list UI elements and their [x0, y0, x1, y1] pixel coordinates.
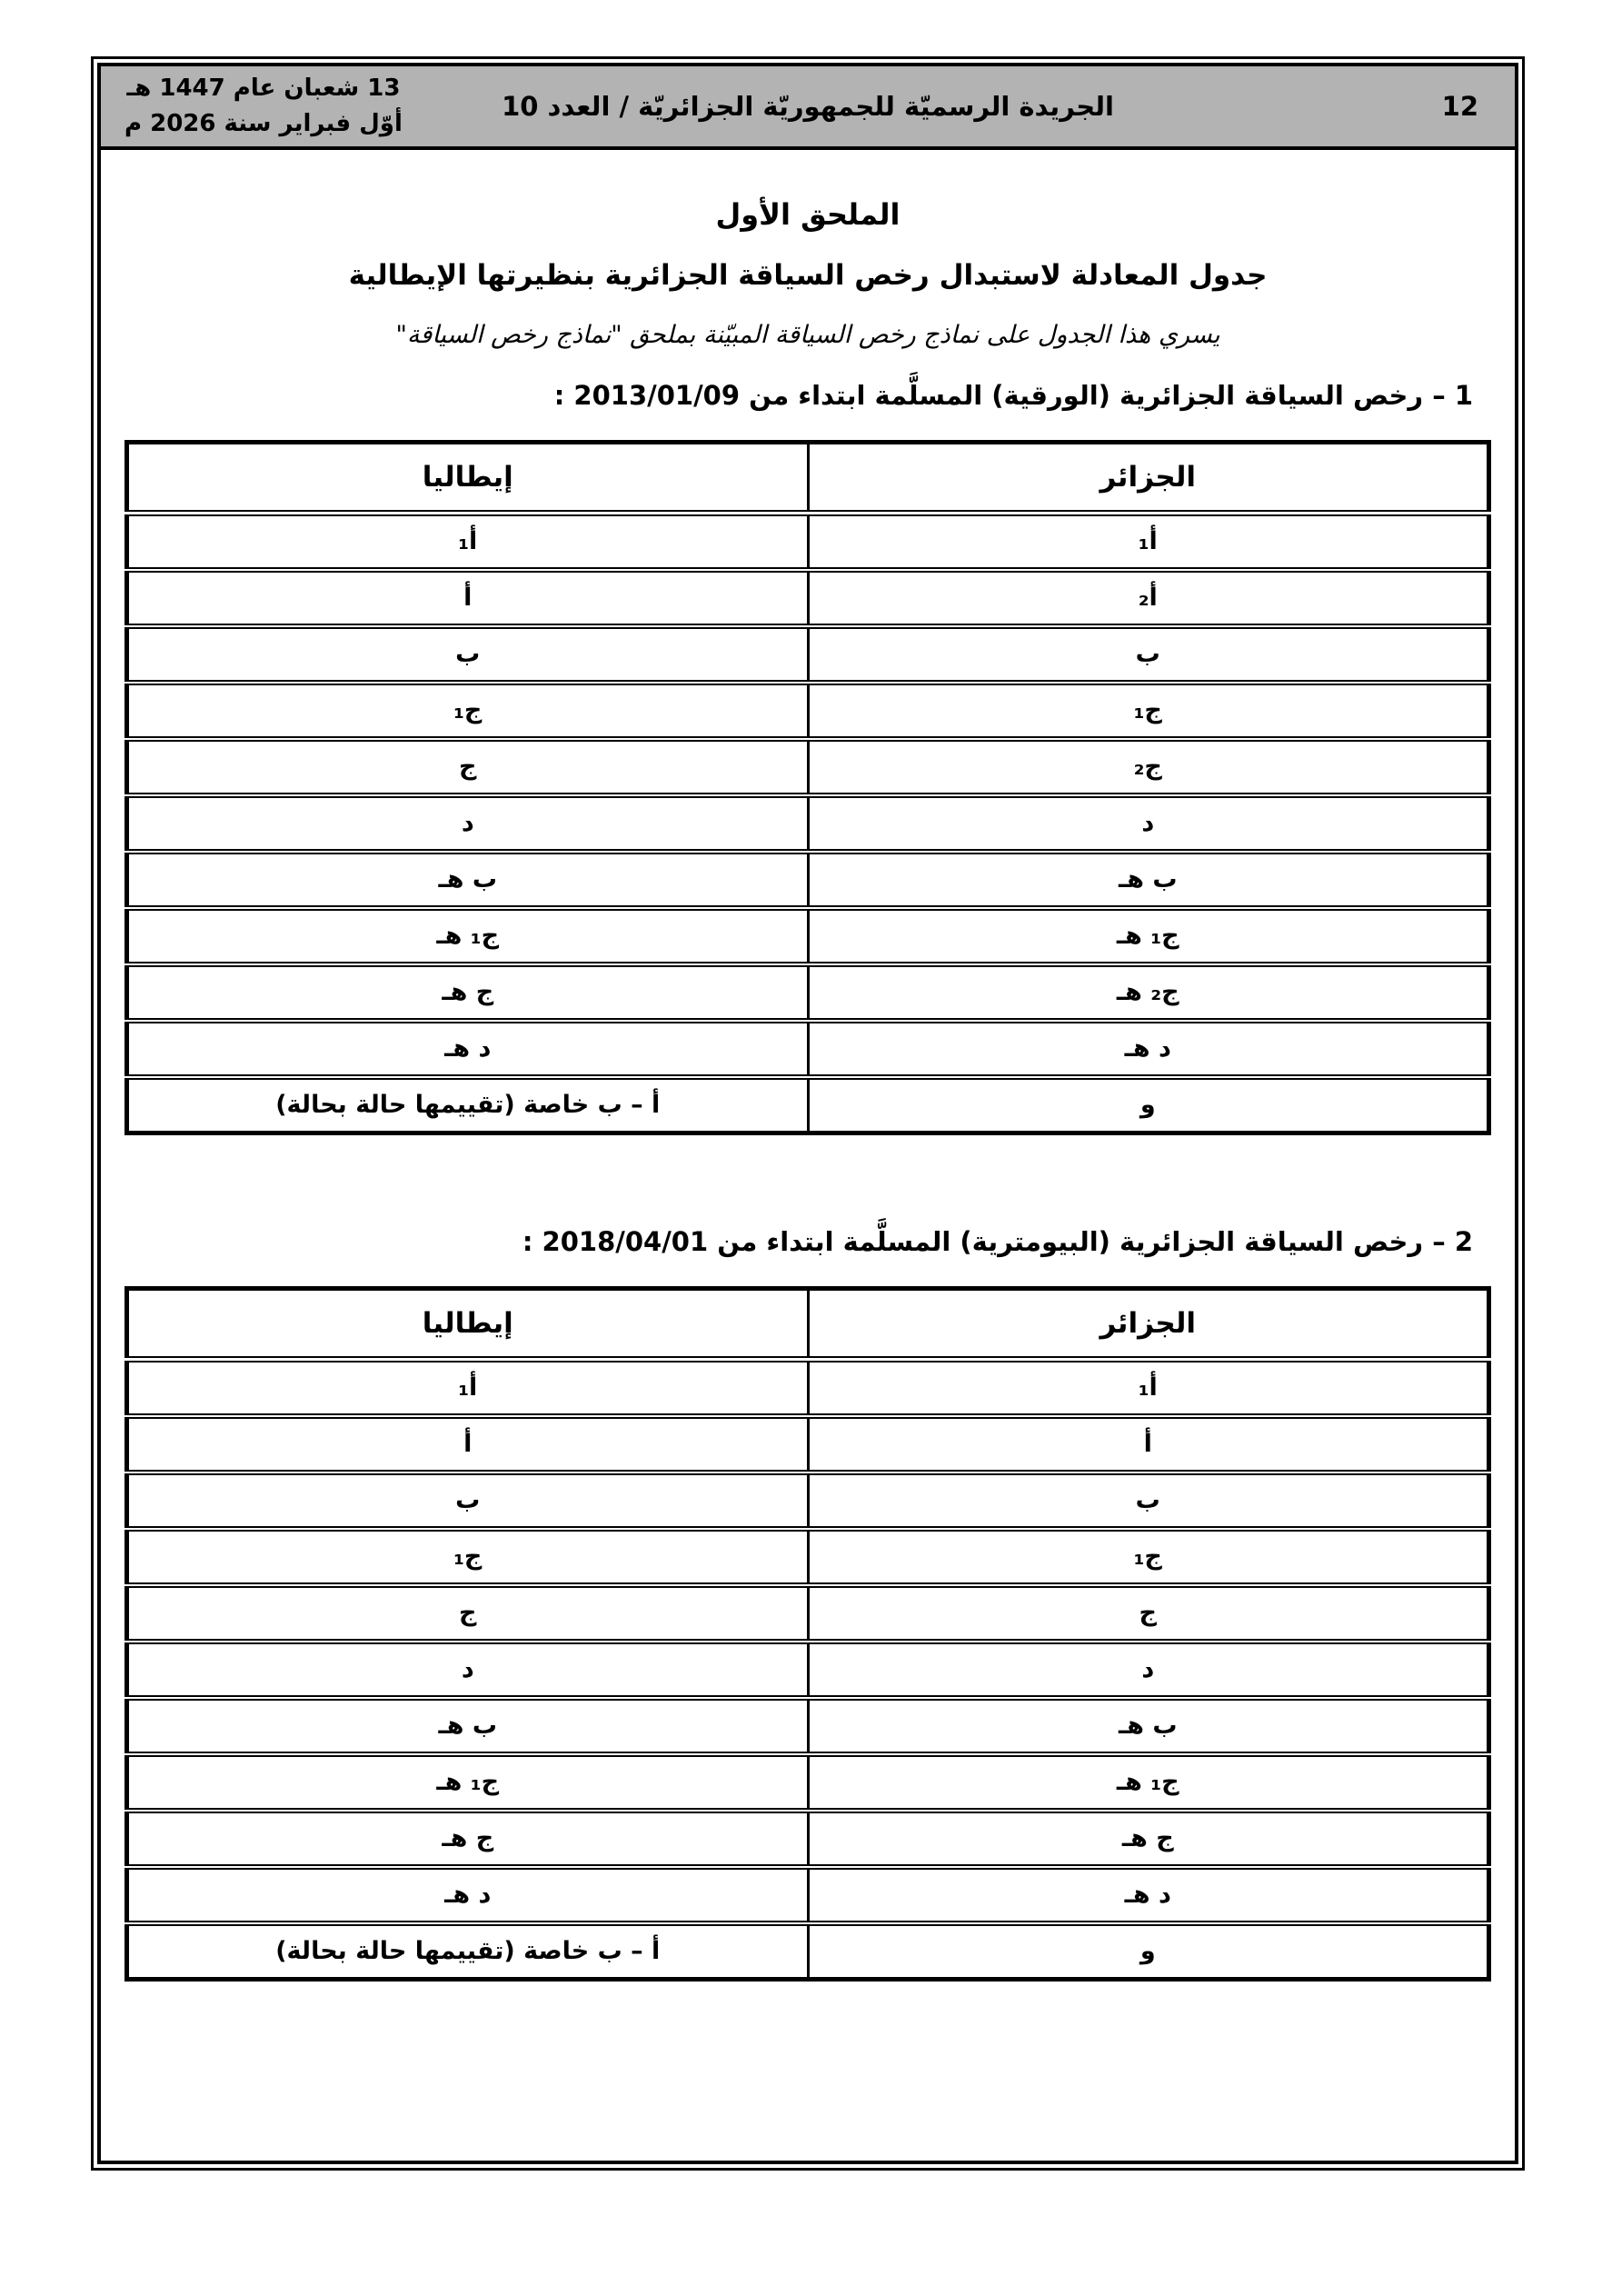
table-row: [127, 739, 1489, 795]
cell-algeria: د هـ: [808, 1021, 1489, 1077]
cell-algeria: د: [808, 795, 1489, 852]
table-row: [127, 683, 1489, 739]
table-row: [127, 1529, 1489, 1585]
cell-italy: ج: [127, 1585, 809, 1642]
table-header-row: [127, 1289, 1489, 1360]
cell-italy: ج هـ: [127, 1811, 809, 1867]
annex-subtitle: جدول المعادلة لاستبدال رخص السياقة الجزائرية بنظيرتها الإيطالية: [348, 259, 1268, 292]
cell-algeria: ب هـ: [808, 852, 1489, 908]
page-content: [101, 197, 1515, 1982]
table-row: [127, 626, 1489, 683]
table-header-row: [127, 443, 1489, 514]
cell-italy: د: [127, 795, 809, 852]
cell-italy: د هـ: [127, 1021, 809, 1077]
table-row: [127, 1077, 1489, 1133]
cell-algeria: ب: [808, 626, 1489, 683]
cell-italy: د: [127, 1642, 809, 1698]
cell-italy: ج هـ: [127, 964, 809, 1021]
table-row: [127, 964, 1489, 1021]
cell-italy: ج₁ هـ: [127, 1754, 809, 1811]
table-row: [127, 570, 1489, 626]
cell-algeria: ج: [808, 1585, 1489, 1642]
section-2-heading: 2 – رخص السياقة الجزائرية (البيومترية) المسلَّمة ابتداء من 2018/04/01 :: [522, 1226, 1473, 1257]
cell-algeria: ب: [808, 1472, 1489, 1529]
col-header-italy: إيطاليا: [127, 443, 809, 514]
cell-italy: ج₁: [127, 1529, 809, 1585]
col-header-italy: إيطاليا: [127, 1289, 809, 1360]
table-row: [127, 514, 1489, 570]
cell-algeria: أ₁: [808, 1360, 1489, 1416]
table-row: [127, 1360, 1489, 1416]
cell-algeria: ب هـ: [808, 1698, 1489, 1754]
table-row: [127, 1585, 1489, 1642]
cell-italy: د هـ: [127, 1867, 809, 1923]
table-row: [127, 1923, 1489, 1980]
cell-italy: ب هـ: [127, 1698, 809, 1754]
journal-header: [101, 66, 1515, 150]
cell-algeria: و: [808, 1923, 1489, 1980]
cell-algeria: أ: [808, 1416, 1489, 1472]
cell-italy: أ – ب خاصة (تقييمها حالة بحالة): [127, 1923, 809, 1980]
table-row: [127, 908, 1489, 964]
cell-italy: ج₁ هـ: [127, 908, 809, 964]
cell-algeria: ج₁ هـ: [808, 908, 1489, 964]
table-row: [127, 1754, 1489, 1811]
cell-italy: ب: [127, 1472, 809, 1529]
equivalence-table-biometric: [124, 1286, 1491, 1982]
cell-italy: أ: [127, 1416, 809, 1472]
journal-title: الجريدة الرسميّة للجمهوريّة الجزائريّة / العدد 10: [502, 91, 1114, 122]
cell-algeria: ج₁ هـ: [808, 1754, 1489, 1811]
table-row: [127, 1642, 1489, 1698]
annex-title: الملحق الأول: [715, 197, 901, 232]
cell-algeria: و: [808, 1077, 1489, 1133]
cell-italy: أ₁: [127, 1360, 809, 1416]
cell-algeria: د هـ: [808, 1867, 1489, 1923]
table-row: [127, 1416, 1489, 1472]
col-header-algeria: الجزائر: [808, 1289, 1489, 1360]
gregorian-date: أوّل فبراير سنة 2026 م: [124, 110, 403, 137]
cell-algeria: ج₂ هـ: [808, 964, 1489, 1021]
table-row: [127, 852, 1489, 908]
page-frame-inner: [97, 63, 1518, 2164]
header-dates: [124, 71, 403, 142]
applicability-note: يسري هذا الجدول على نماذج رخص السياقة المبيّنة بملحق "نماذج رخص السياقة": [395, 321, 1220, 349]
cell-algeria: ج₁: [808, 683, 1489, 739]
table-row: [127, 1472, 1489, 1529]
cell-algeria: أ₂: [808, 570, 1489, 626]
table-row: [127, 1021, 1489, 1077]
page-number: 12: [1441, 91, 1478, 122]
equivalence-table-paper: [124, 440, 1491, 1135]
cell-italy: ج: [127, 739, 809, 795]
cell-algeria: ج₂: [808, 739, 1489, 795]
page-frame: [91, 56, 1525, 2171]
cell-italy: أ₁: [127, 514, 809, 570]
cell-italy: ب هـ: [127, 852, 809, 908]
col-header-algeria: الجزائر: [808, 443, 1489, 514]
hijri-date: 13 شعبان عام 1447 هـ: [126, 75, 401, 102]
cell-italy: ب: [127, 626, 809, 683]
table-row: [127, 1698, 1489, 1754]
cell-italy: أ: [127, 570, 809, 626]
cell-algeria: ج هـ: [808, 1811, 1489, 1867]
cell-algeria: د: [808, 1642, 1489, 1698]
cell-algeria: ج₁: [808, 1529, 1489, 1585]
cell-italy: أ – ب خاصة (تقييمها حالة بحالة): [127, 1077, 809, 1133]
section-1-heading: 1 – رخص السياقة الجزائرية (الورقية) المسلَّمة ابتداء من 2013/01/09 :: [553, 380, 1473, 411]
table-row: [127, 1811, 1489, 1867]
cell-algeria: أ₁: [808, 514, 1489, 570]
cell-italy: ج₁: [127, 683, 809, 739]
table-row: [127, 1867, 1489, 1923]
table-row: [127, 795, 1489, 852]
